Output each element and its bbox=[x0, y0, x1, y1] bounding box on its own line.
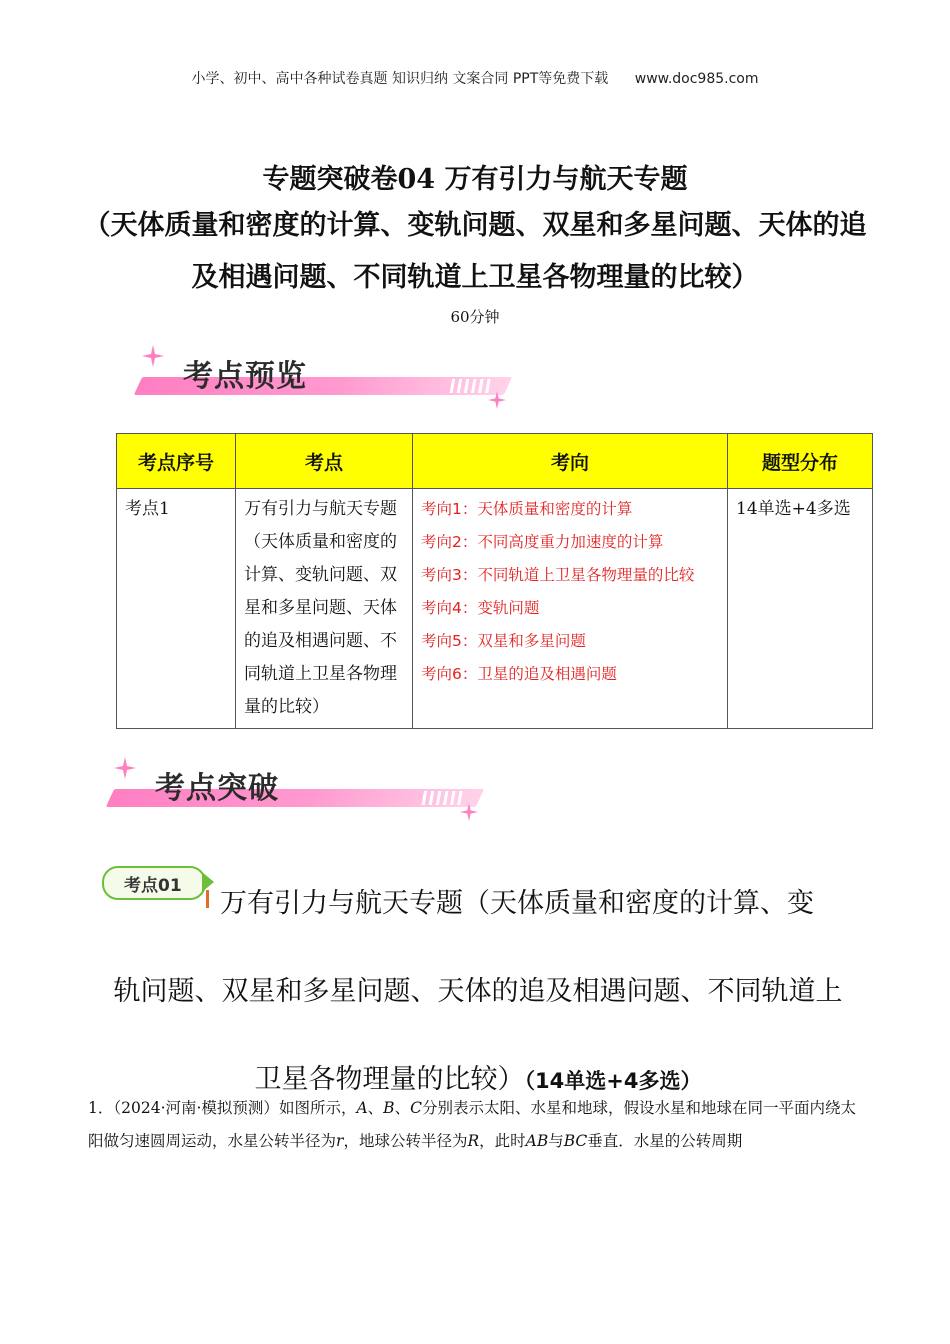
badge-text: 考点01 bbox=[124, 876, 182, 896]
var-a: A bbox=[356, 1099, 368, 1117]
direction-item: 考向6：卫星的追及相遇问题 bbox=[421, 665, 617, 683]
banner-preview bbox=[128, 345, 528, 415]
question-1 bbox=[88, 1092, 863, 1158]
table-header-row bbox=[117, 434, 873, 489]
page-subtitle: （天体质量和密度的计算、变轨问题、双星和多星问题、天体的追及相遇问题、不同轨道上卫星各物理量的比较） bbox=[83, 210, 867, 293]
col-header-direction: 考向 bbox=[413, 434, 728, 489]
cell-index: 考点1 bbox=[117, 489, 236, 729]
var-r: r bbox=[336, 1132, 344, 1150]
table-row bbox=[117, 489, 873, 729]
banner-label: 考点突破 bbox=[155, 771, 279, 806]
banner-hatch bbox=[420, 791, 464, 805]
preview-table bbox=[116, 433, 873, 729]
var-ab: AB bbox=[525, 1132, 549, 1150]
question-text: 、 bbox=[367, 1099, 384, 1117]
question-text: ，此时 bbox=[479, 1132, 526, 1150]
direction-item: 考向1：天体质量和密度的计算 bbox=[421, 500, 633, 518]
direction-item: 考向5：双星和多星问题 bbox=[421, 632, 586, 650]
section-heading-line3: 卫星各物理量的比较） bbox=[254, 1064, 525, 1095]
section-heading-line2: 轨问题、双星和多星问题、天体的追及相遇问题、不同轨道上 bbox=[113, 976, 843, 1007]
header-url[interactable]: www.doc985.com bbox=[634, 71, 759, 87]
col-header-topic: 考点 bbox=[236, 434, 413, 489]
question-text: 与 bbox=[548, 1132, 564, 1150]
var-c: C bbox=[410, 1099, 422, 1117]
cell-topic: 万有引力与航天专题（天体质量和密度的计算、变轨问题、双星和多星问题、天体的追及相遇问题、不同轨道上卫星各物理量的比较） bbox=[236, 489, 413, 729]
section-count: （14单选+4多选） bbox=[524, 1069, 702, 1093]
question-source: （2024·河南·模拟预测） bbox=[113, 1099, 279, 1117]
sparkle-icon bbox=[114, 757, 136, 779]
direction-item: 考向2：不同高度重力加速度的计算 bbox=[421, 533, 664, 551]
direction-item: 考向4：变轨问题 bbox=[421, 599, 540, 617]
question-text: 、 bbox=[394, 1099, 411, 1117]
page-title: 专题突破卷04 万有引力与航天专题 bbox=[262, 164, 688, 195]
sparkle-icon bbox=[488, 391, 506, 409]
direction-item: 考向3：不同轨道上卫星各物理量的比较 bbox=[421, 566, 695, 584]
page-header bbox=[0, 68, 950, 88]
banner-hatch bbox=[448, 379, 492, 393]
cell-distribution: 14单选+4多选 bbox=[728, 489, 873, 729]
var-bc: BC bbox=[563, 1132, 588, 1150]
question-text: ，地球公转半径为 bbox=[343, 1132, 468, 1150]
banner-breakthrough bbox=[100, 757, 500, 827]
header-text: 小学、初中、高中各种试卷真题 知识归纳 文案合同 PPT等免费下载 bbox=[191, 71, 609, 87]
question-text: 垂直．水星的公转周期 bbox=[587, 1132, 743, 1150]
sparkle-icon bbox=[460, 803, 478, 821]
title-block bbox=[0, 160, 950, 328]
col-header-index: 考点序号 bbox=[117, 434, 236, 489]
var-b: B bbox=[383, 1099, 395, 1117]
question-number: 1． bbox=[88, 1099, 114, 1117]
question-text: 分别表示太阳、水星和地球，假设水星和地球在同一平面内绕太阳做匀速圆周运动，水星公转半径为 bbox=[88, 1099, 856, 1150]
section-heading bbox=[88, 860, 868, 1125]
banner-label: 考点预览 bbox=[183, 359, 307, 394]
section-heading-line1: 万有引力与航天专题（天体质量和密度的计算、变 bbox=[220, 888, 814, 919]
question-text: 如图所示， bbox=[278, 1099, 357, 1117]
duration: 60分钟 bbox=[450, 308, 500, 326]
var-R: R bbox=[467, 1132, 480, 1150]
col-header-distribution: 题型分布 bbox=[728, 434, 873, 489]
cell-directions bbox=[413, 489, 728, 729]
sparkle-icon bbox=[142, 345, 164, 367]
